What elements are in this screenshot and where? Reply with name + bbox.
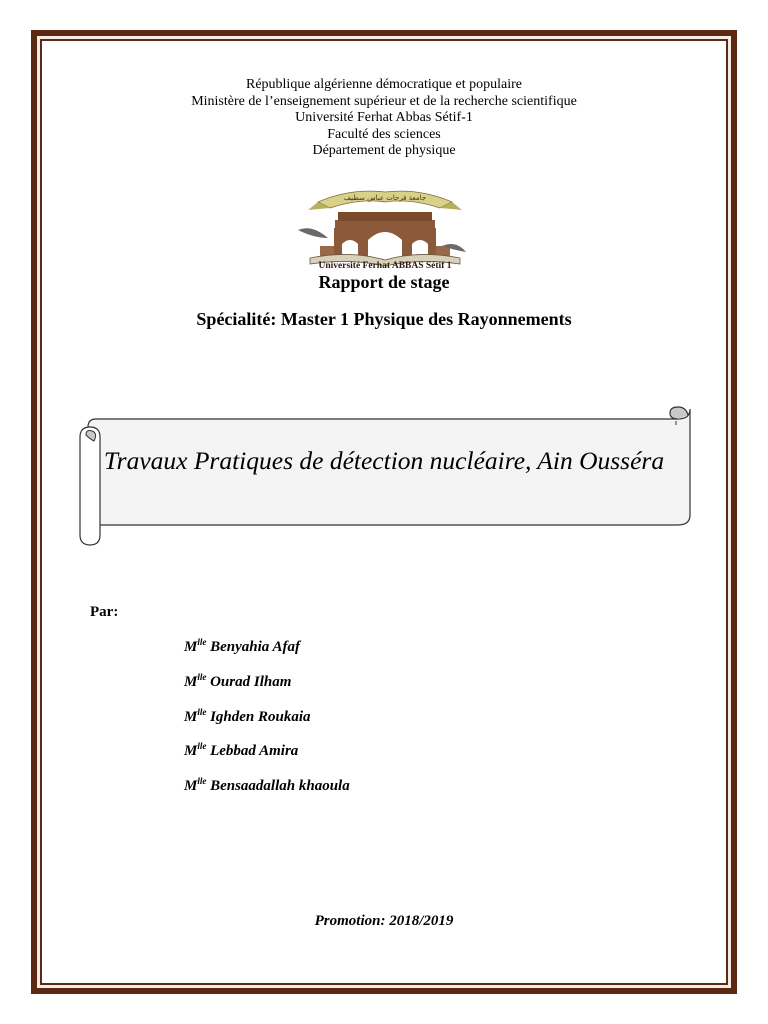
specialite-line: Spécialité: Master 1 Physique des Rayonnements — [196, 309, 572, 329]
author-name: Ighden Roukaia — [210, 708, 311, 725]
institution-header — [0, 77, 768, 160]
author-title-sup: lle — [197, 706, 207, 717]
author-title-sup: lle — [197, 671, 207, 682]
author-item — [184, 776, 350, 811]
author-name: Bensaadallah khaoula — [210, 778, 350, 795]
header-line-republic: République algérienne démocratique et populaire — [245, 77, 522, 92]
header-line-university: Université Ferhat Abbas Sétif-1 — [295, 110, 473, 126]
author-item — [184, 707, 350, 742]
author-title: M — [184, 708, 198, 725]
author-name: Ourad Ilham — [210, 673, 292, 690]
author-item — [184, 741, 350, 776]
document-main-title: Travaux Pratiques de détection nucléaire, Ain Ousséra — [103, 446, 665, 475]
par-label: Par: — [90, 604, 119, 620]
promotion-year: Promotion: 2018/2019 — [314, 913, 454, 929]
author-title-sup: lle — [197, 741, 207, 752]
university-logo — [290, 180, 480, 272]
author-title: M — [184, 673, 198, 690]
header-line-faculty: Faculté des sciences — [327, 126, 441, 142]
author-title-sup: lle — [197, 637, 207, 647]
author-title: M — [184, 639, 198, 655]
header-line-department: Département de physique — [312, 143, 456, 159]
header-line-ministry: Ministère de l’enseignement supérieur et de la recherche scientifique — [191, 93, 577, 109]
author-name: Benyahia Afaf — [210, 639, 300, 655]
authors-list — [184, 637, 350, 811]
author-title: M — [184, 743, 198, 760]
author-title-sup: lle — [197, 776, 207, 787]
report-title: Rapport de stage — [318, 272, 450, 292]
logo-banner-text: جامعة فرحات عباس سطيف — [343, 194, 427, 202]
logo-caption: Université Ferhat ABBAS Sétif 1 — [318, 261, 452, 271]
author-item — [184, 672, 350, 707]
author-name: Lebbad Amira — [210, 743, 299, 760]
author-item — [184, 637, 350, 672]
author-title: M — [184, 778, 198, 795]
